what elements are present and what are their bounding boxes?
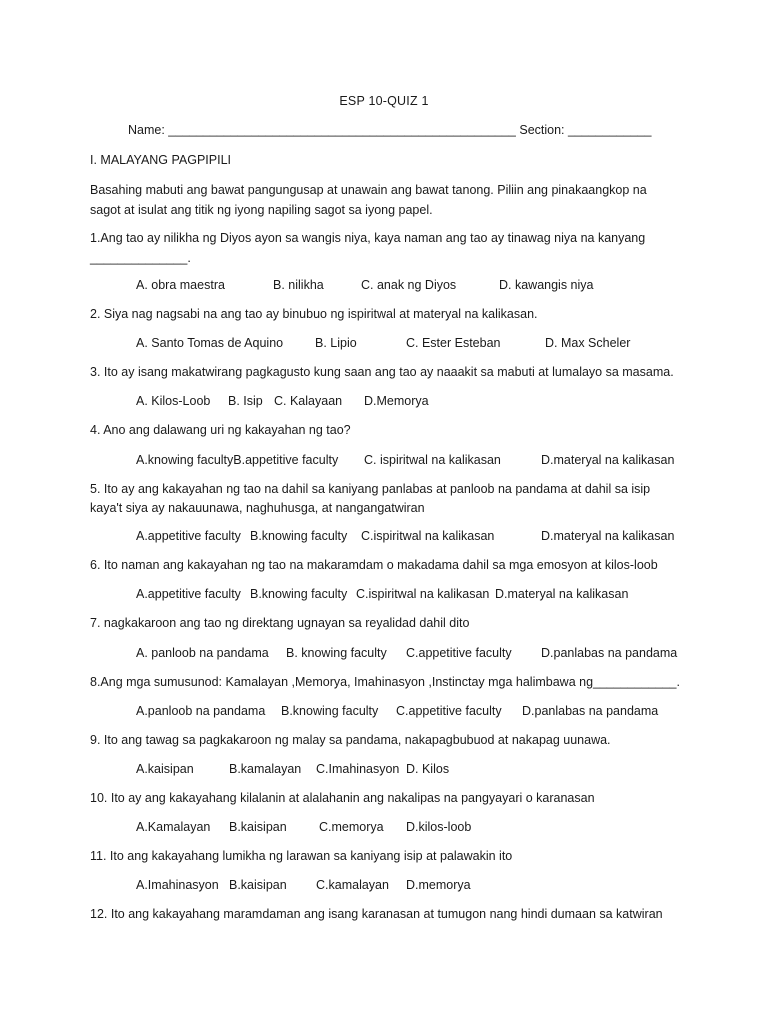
question-7: 7. nagkakaroon ang tao ng direktang ugnayan sa reyalidad dahil dito bbox=[90, 616, 470, 630]
q3-choice-a: A. Kilos-Loob bbox=[136, 394, 211, 408]
q11-choice-d: D.memorya bbox=[406, 878, 471, 892]
question-1: 1.Ang tao ay nilikha ng Diyos ayon sa wangis niya, kaya naman ang tao ay tinawag niya na kanyang bbox=[90, 231, 646, 245]
q10-choice-a: A.Kamalayan bbox=[136, 820, 211, 834]
q8-choice-b: B.knowing faculty bbox=[281, 704, 379, 718]
q9-choice-c: C.Imahinasyon bbox=[316, 762, 400, 776]
q7-choice-c: C.appetitive faculty bbox=[406, 646, 512, 660]
question-10: 10. Ito ay ang kakayahang kilalanin at alalahanin ang nakalipas na pangyayari o karanasan bbox=[90, 791, 595, 805]
question-9: 9. Ito ang tawag sa pagkakaroon ng malay sa pandama, nakapagbubuod at nakapag uunawa. bbox=[90, 733, 611, 747]
q5-choice-d: D.materyal na kalikasan bbox=[541, 529, 675, 543]
question-11: 11. Ito ang kakayahang lumikha ng larawan sa kaniyang isip at palawakin ito bbox=[90, 849, 513, 863]
q7-choice-a: A. panloob na pandama bbox=[136, 646, 269, 660]
q11-choice-b: B.kaisipan bbox=[229, 878, 287, 892]
quiz-title: ESP 10-QUIZ 1 bbox=[339, 94, 429, 108]
question-5-cont: kaya't siya ay nakauunawa, naghuhusga, at nangangatwiran bbox=[90, 501, 425, 515]
q7-choice-d: D.panlabas na pandama bbox=[541, 646, 678, 660]
q1-choice-c: C. anak ng Diyos bbox=[361, 278, 457, 292]
q2-choice-c: C. Ester Esteban bbox=[406, 336, 501, 350]
name-section-line: Name: __________________________________________________ Section: ____________ bbox=[128, 123, 652, 137]
q6-choice-b: B.knowing faculty bbox=[250, 587, 348, 601]
q4-choice-ab: A.knowing facultyB.appetitive faculty bbox=[136, 453, 339, 467]
q10-choice-d: D.kilos-loob bbox=[406, 820, 472, 834]
q10-choice-c: C.memorya bbox=[319, 820, 384, 834]
q1-choice-b: B. nilikha bbox=[273, 278, 324, 292]
q6-choice-a: A.appetitive faculty bbox=[136, 587, 241, 601]
q5-choice-b: B.knowing faculty bbox=[250, 529, 348, 543]
section-heading: I. MALAYANG PAGPIPILI bbox=[90, 153, 232, 167]
q6-choice-c: C.ispiritwal na kalikasan bbox=[356, 587, 490, 601]
q8-choice-a: A.panloob na pandama bbox=[136, 704, 266, 718]
q5-choice-c: C.ispiritwal na kalikasan bbox=[361, 529, 495, 543]
q9-choice-a: A.kaisipan bbox=[136, 762, 194, 776]
q8-choice-d: D.panlabas na pandama bbox=[522, 704, 659, 718]
question-12: 12. Ito ang kakayahang maramdaman ang isang karanasan at tumugon nang hindi dumaan sa katwiran bbox=[90, 907, 663, 921]
q4-choice-c: C. ispiritwal na kalikasan bbox=[364, 453, 501, 467]
q4-choice-d: D.materyal na kalikasan bbox=[541, 453, 675, 467]
q11-choice-c: C.kamalayan bbox=[316, 878, 389, 892]
q5-choice-a: A.appetitive faculty bbox=[136, 529, 241, 543]
q9-choice-d: D. Kilos bbox=[406, 762, 450, 776]
question-5: 5. Ito ay ang kakayahan ng tao na dahil sa kaniyang panlabas at panloob na pandama at dahil sa isip bbox=[90, 482, 651, 496]
q3-choice-c: C. Kalayaan bbox=[274, 394, 343, 408]
q2-choice-d: D. Max Scheler bbox=[545, 336, 631, 350]
q7-choice-b: B. knowing faculty bbox=[286, 646, 387, 660]
q3-choice-b: B. Isip bbox=[228, 394, 263, 408]
question-4: 4. Ano ang dalawang uri ng kakayahan ng tao? bbox=[90, 423, 351, 437]
q2-choice-a: A. Santo Tomas de Aquino bbox=[136, 336, 284, 350]
q2-choice-b: B. Lipio bbox=[315, 336, 357, 350]
q3-choice-d: D.Memorya bbox=[364, 394, 429, 408]
instructions: Basahing mabuti ang bawat pangungusap at unawain ang bawat tanong. Piliin ang pinakaangkop na sagot at isulat ang titik ng iyong napiling sagot sa iyong papel. bbox=[90, 183, 647, 217]
question-6: 6. Ito naman ang kakayahan ng tao na makaramdam o makadama dahil sa mga emosyon at kilos-loob bbox=[90, 558, 658, 572]
q11-choice-a: A.Imahinasyon bbox=[136, 878, 219, 892]
question-8: 8.Ang mga sumusunod: Kamalayan ,Memorya, Imahinasyon ,Instinctay mga halimbawa ng____________. bbox=[90, 675, 680, 689]
question-2: 2. Siya nag nagsabi na ang tao ay binubuo ng ispiritwal at materyal na kalikasan. bbox=[90, 307, 538, 321]
q8-choice-c: C.appetitive faculty bbox=[396, 704, 502, 718]
q1-choice-d: D. kawangis niya bbox=[499, 278, 594, 292]
q6-choice-d: D.materyal na kalikasan bbox=[495, 587, 629, 601]
q1-choice-a: A. obra maestra bbox=[136, 278, 225, 292]
q9-choice-b: B.kamalayan bbox=[229, 762, 302, 776]
question-3: 3. Ito ay isang makatwirang pagkagusto kung saan ang tao ay naaakit sa mabuti at lumalayo sa masama. bbox=[90, 365, 674, 379]
question-1-blank: ______________. bbox=[90, 251, 191, 265]
q10-choice-b: B.kaisipan bbox=[229, 820, 287, 834]
